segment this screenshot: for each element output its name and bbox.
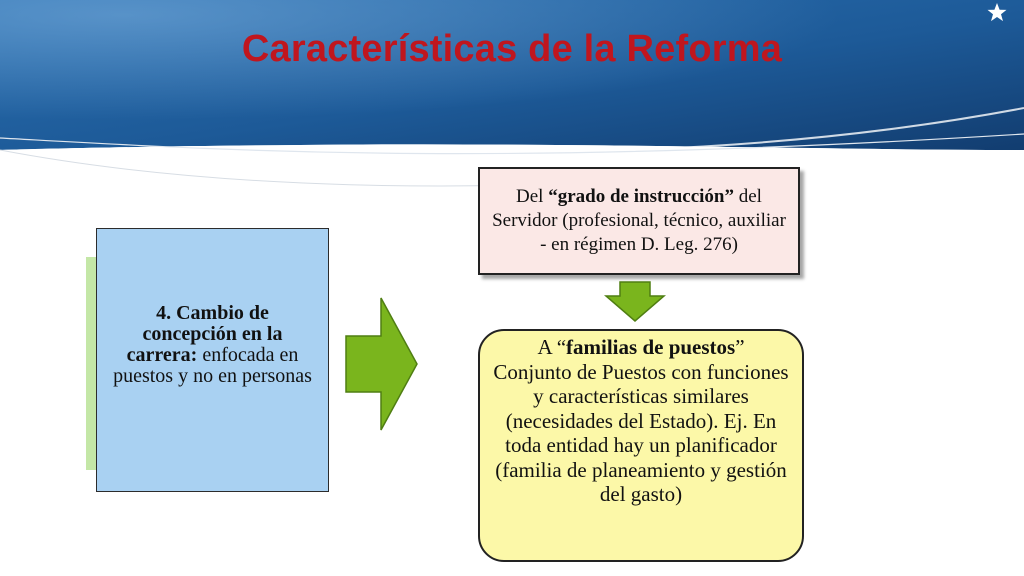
education-degree-text: del Servidor (profesional, técnico, auxiliar - en régimen D. Leg. 276) — [492, 186, 786, 255]
job-families-prefix: A “ — [537, 335, 567, 359]
concept-change-box — [96, 228, 329, 492]
concept-change-heading: 4. Cambio de concepción en la carrera: — [126, 302, 283, 366]
right-arrow-icon — [344, 296, 420, 432]
education-degree-box — [478, 167, 800, 275]
job-families-description: Conjunto de Puestos con funciones y características similares (necesidades del Estado). Ej. En toda entidad hay un planificador (familia de planeamiento y gestión del gasto) — [493, 359, 789, 506]
job-families-heading — [492, 335, 790, 360]
job-families-suffix: ” — [735, 335, 745, 359]
education-degree-prefix: Del — [516, 186, 549, 207]
down-arrow-icon — [604, 281, 666, 323]
job-families-highlight: familias de puestos — [566, 335, 736, 359]
concept-change-text: enfocada en puestos y no en personas — [113, 344, 312, 387]
education-degree-highlight: “grado de instrucción” — [548, 186, 734, 207]
job-families-box — [478, 329, 804, 562]
slide-title: Características de la Reforma — [241, 28, 783, 70]
